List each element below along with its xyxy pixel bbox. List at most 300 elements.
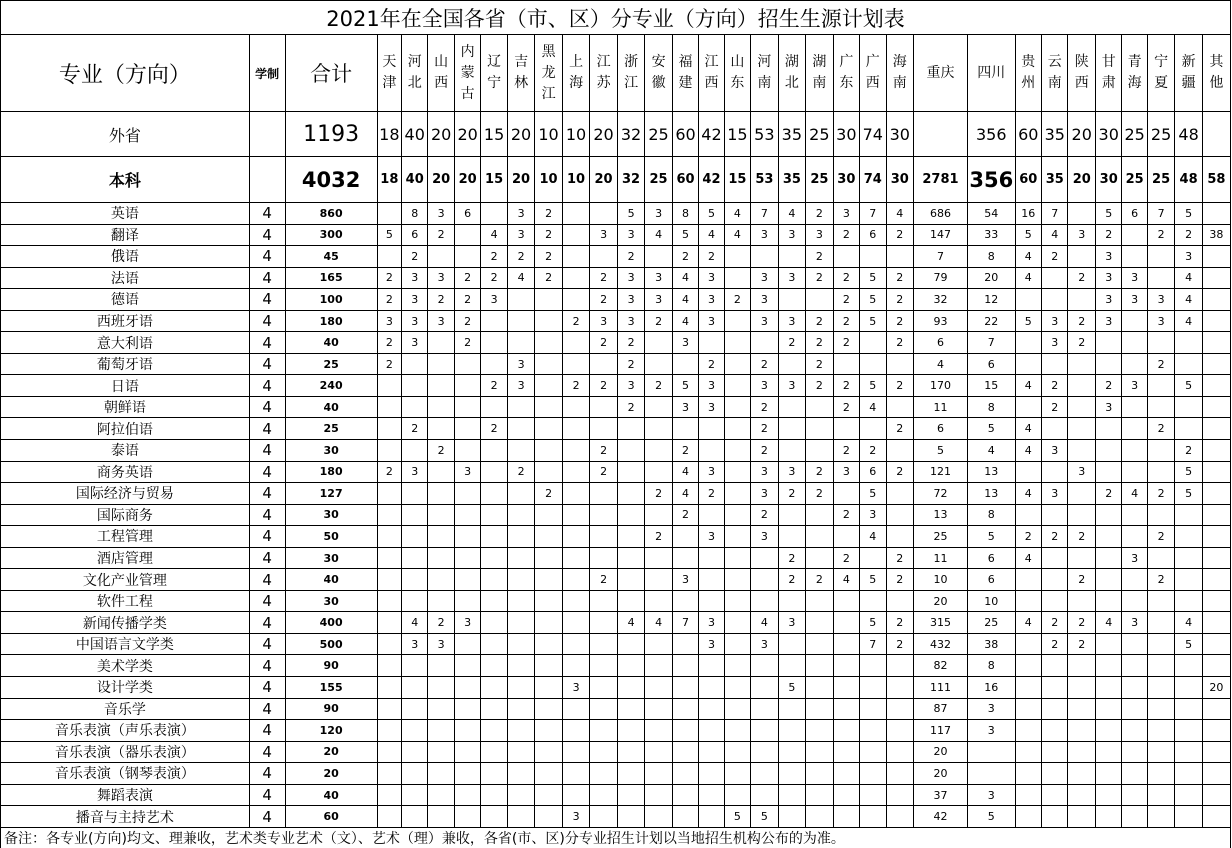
province-count-cell: 2 — [1068, 612, 1096, 634]
province-count-cell — [562, 267, 590, 289]
province-count-cell: 4 — [860, 526, 886, 548]
province-count-cell — [699, 763, 724, 785]
province-count-cell: 2 — [806, 267, 834, 289]
province-count-cell — [1122, 504, 1147, 526]
province-count-cell — [1068, 784, 1096, 806]
province-count-cell — [806, 741, 834, 763]
major-name: 中国语言文学类 — [1, 633, 250, 655]
table-row — [1, 461, 1231, 483]
province-count-cell — [1122, 590, 1147, 612]
province-count-cell: 3 — [1042, 310, 1068, 332]
province-count-cell — [377, 590, 401, 612]
province-count-cell — [645, 763, 673, 785]
province-count-cell — [1042, 590, 1068, 612]
major-years: 4 — [249, 526, 285, 548]
header-province: 其他 — [1202, 35, 1230, 112]
province-count-cell — [1042, 806, 1068, 828]
province-count-cell: 4 — [617, 612, 645, 634]
province-count-cell — [617, 633, 645, 655]
province-count-cell — [833, 677, 859, 699]
province-count-cell — [454, 569, 480, 591]
province-count-cell — [454, 353, 480, 375]
province-count-cell: 4 — [1175, 267, 1203, 289]
table-row — [1, 353, 1231, 375]
province-count-cell: 2 — [454, 289, 480, 311]
summary-total: 1193 — [285, 112, 377, 157]
summary-cell: 48 — [1175, 157, 1203, 203]
province-count-cell — [1147, 547, 1175, 569]
province-count-cell — [1202, 440, 1230, 462]
province-count-cell — [1147, 461, 1175, 483]
province-count-cell: 13 — [967, 483, 1015, 505]
table-row — [1, 612, 1231, 634]
province-count-cell — [1202, 289, 1230, 311]
province-count-cell: 2 — [833, 224, 859, 246]
province-count-cell — [590, 741, 618, 763]
province-count-cell — [886, 741, 914, 763]
province-count-cell — [562, 633, 590, 655]
province-count-cell — [1042, 784, 1068, 806]
province-count-cell — [833, 655, 859, 677]
province-count-cell — [1202, 203, 1230, 225]
province-count-cell: 87 — [914, 698, 968, 720]
province-count-cell — [402, 784, 428, 806]
province-count-cell — [778, 440, 806, 462]
province-count-cell — [833, 633, 859, 655]
province-count-cell: 4 — [1015, 267, 1041, 289]
province-count-cell — [1202, 720, 1230, 742]
province-count-cell — [428, 698, 454, 720]
province-count-cell — [886, 698, 914, 720]
province-count-cell — [617, 418, 645, 440]
province-count-cell: 5 — [672, 375, 698, 397]
province-count-cell: 4 — [672, 267, 698, 289]
major-total: 25 — [285, 353, 377, 375]
header-province: 辽宁 — [481, 35, 507, 112]
summary-cell: 30 — [1095, 157, 1121, 203]
province-count-cell — [562, 289, 590, 311]
province-count-cell: 147 — [914, 224, 968, 246]
province-count-cell: 22 — [967, 310, 1015, 332]
province-count-cell — [1068, 806, 1096, 828]
province-count-cell: 7 — [860, 203, 886, 225]
header-province: 湖北 — [778, 35, 806, 112]
province-count-cell: 12 — [967, 289, 1015, 311]
province-count-cell — [617, 784, 645, 806]
province-count-cell — [886, 504, 914, 526]
province-count-cell: 4 — [645, 224, 673, 246]
major-years: 4 — [249, 547, 285, 569]
province-count-cell — [535, 526, 563, 548]
major-total: 165 — [285, 267, 377, 289]
province-count-cell: 2 — [535, 224, 563, 246]
province-count-cell — [1202, 375, 1230, 397]
province-count-cell — [833, 483, 859, 505]
province-count-cell — [645, 461, 673, 483]
province-count-cell — [860, 806, 886, 828]
province-count-cell — [562, 741, 590, 763]
province-count-cell — [1122, 396, 1147, 418]
province-count-cell: 2 — [1175, 224, 1203, 246]
province-count-cell — [751, 246, 779, 268]
province-count-cell — [402, 569, 428, 591]
major-years: 4 — [249, 310, 285, 332]
header-years: 学制 — [249, 35, 285, 112]
province-count-cell: 3 — [806, 224, 834, 246]
major-total: 180 — [285, 461, 377, 483]
province-count-cell — [507, 310, 535, 332]
province-count-cell — [1122, 677, 1147, 699]
province-count-cell — [535, 590, 563, 612]
summary-cell: 20 — [1068, 112, 1096, 157]
province-count-cell — [860, 418, 886, 440]
province-count-cell: 3 — [402, 289, 428, 311]
province-count-cell — [1095, 461, 1121, 483]
province-count-cell: 37 — [914, 784, 968, 806]
province-count-cell — [724, 677, 750, 699]
province-count-cell: 5 — [967, 806, 1015, 828]
province-count-cell — [724, 310, 750, 332]
province-count-cell: 2 — [833, 547, 859, 569]
province-count-cell — [699, 440, 724, 462]
province-count-cell — [535, 461, 563, 483]
province-count-cell: 3 — [507, 224, 535, 246]
province-count-cell — [1147, 332, 1175, 354]
province-count-cell — [402, 655, 428, 677]
province-count-cell — [402, 698, 428, 720]
province-count-cell — [645, 547, 673, 569]
province-count-cell: 3 — [751, 461, 779, 483]
province-count-cell — [699, 569, 724, 591]
province-count-cell — [833, 418, 859, 440]
province-count-cell — [672, 547, 698, 569]
province-count-cell — [377, 246, 401, 268]
province-count-cell: 2 — [428, 289, 454, 311]
province-count-cell: 2 — [886, 375, 914, 397]
summary-cell: 35 — [778, 112, 806, 157]
major-name: 意大利语 — [1, 332, 250, 354]
table-row — [1, 504, 1231, 526]
province-count-cell — [778, 784, 806, 806]
province-count-cell — [428, 353, 454, 375]
province-count-cell — [428, 526, 454, 548]
province-count-cell: 2 — [428, 440, 454, 462]
province-count-cell: 4 — [481, 224, 507, 246]
province-count-cell — [1068, 375, 1096, 397]
province-count-cell — [481, 547, 507, 569]
province-count-cell — [562, 396, 590, 418]
province-count-cell — [1122, 741, 1147, 763]
table-row — [1, 720, 1231, 742]
province-count-cell — [1095, 806, 1121, 828]
province-count-cell: 3 — [507, 375, 535, 397]
province-count-cell — [1015, 763, 1041, 785]
province-count-cell — [481, 461, 507, 483]
province-count-cell — [1015, 461, 1041, 483]
province-count-cell: 3 — [967, 720, 1015, 742]
province-count-cell: 3 — [778, 461, 806, 483]
province-count-cell: 33 — [967, 224, 1015, 246]
major-name: 舞蹈表演 — [1, 784, 250, 806]
province-count-cell — [507, 504, 535, 526]
province-count-cell — [481, 763, 507, 785]
province-count-cell — [507, 655, 535, 677]
summary-cell: 18 — [377, 112, 401, 157]
table-row — [1, 289, 1231, 311]
province-count-cell: 2 — [778, 569, 806, 591]
province-count-cell — [1042, 504, 1068, 526]
province-count-cell — [1068, 720, 1096, 742]
province-count-cell: 2 — [751, 504, 779, 526]
province-count-cell — [590, 418, 618, 440]
province-count-cell: 2 — [454, 310, 480, 332]
province-count-cell — [1068, 677, 1096, 699]
province-count-cell: 6 — [914, 332, 968, 354]
province-count-cell — [562, 418, 590, 440]
province-count-cell — [724, 396, 750, 418]
table-row — [1, 806, 1231, 828]
province-count-cell: 2 — [1095, 483, 1121, 505]
province-count-cell — [617, 461, 645, 483]
province-count-cell — [481, 698, 507, 720]
table-row — [1, 267, 1231, 289]
province-count-cell: 686 — [914, 203, 968, 225]
province-count-cell — [590, 763, 618, 785]
province-count-cell: 54 — [967, 203, 1015, 225]
province-count-cell — [1147, 396, 1175, 418]
province-count-cell: 7 — [1042, 203, 1068, 225]
province-count-cell — [1202, 267, 1230, 289]
summary-cell: 15 — [481, 112, 507, 157]
province-count-cell — [617, 547, 645, 569]
major-total: 30 — [285, 504, 377, 526]
province-count-cell: 4 — [886, 203, 914, 225]
province-count-cell — [1015, 396, 1041, 418]
province-count-cell — [1147, 246, 1175, 268]
province-count-cell: 20 — [1202, 677, 1230, 699]
province-count-cell: 3 — [778, 224, 806, 246]
province-count-cell — [535, 375, 563, 397]
province-count-cell: 2 — [778, 483, 806, 505]
province-count-cell: 3 — [751, 483, 779, 505]
province-count-cell — [778, 289, 806, 311]
province-count-cell: 3 — [428, 267, 454, 289]
province-count-cell: 2 — [886, 569, 914, 591]
province-count-cell — [1042, 720, 1068, 742]
province-count-cell — [778, 698, 806, 720]
province-count-cell: 5 — [1175, 483, 1203, 505]
province-count-cell — [1095, 504, 1121, 526]
province-count-cell — [590, 396, 618, 418]
province-count-cell — [833, 353, 859, 375]
province-count-cell — [377, 526, 401, 548]
header-major: 专业（方向） — [1, 35, 250, 112]
province-count-cell — [377, 720, 401, 742]
province-count-cell — [1147, 720, 1175, 742]
major-years: 4 — [249, 396, 285, 418]
province-count-cell: 2 — [724, 289, 750, 311]
province-count-cell — [377, 375, 401, 397]
province-count-cell — [1122, 763, 1147, 785]
province-count-cell — [1015, 784, 1041, 806]
province-count-cell: 2 — [454, 332, 480, 354]
province-count-cell: 2 — [833, 375, 859, 397]
province-count-cell: 3 — [967, 784, 1015, 806]
province-count-cell: 2 — [751, 353, 779, 375]
province-count-cell: 5 — [751, 806, 779, 828]
summary-cell: 60 — [1015, 112, 1041, 157]
province-count-cell — [751, 590, 779, 612]
province-count-cell — [535, 655, 563, 677]
table-row — [1, 547, 1231, 569]
province-count-cell: 5 — [724, 806, 750, 828]
province-count-cell — [699, 504, 724, 526]
province-count-cell: 8 — [967, 655, 1015, 677]
note-row — [1, 827, 1231, 848]
province-count-cell: 4 — [1015, 246, 1041, 268]
province-count-cell — [507, 698, 535, 720]
province-count-cell — [562, 353, 590, 375]
province-count-cell: 15 — [967, 375, 1015, 397]
province-count-cell — [562, 720, 590, 742]
province-count-cell: 3 — [1122, 375, 1147, 397]
province-count-cell: 2 — [672, 440, 698, 462]
province-count-cell: 2 — [1147, 353, 1175, 375]
province-count-cell: 2 — [1068, 526, 1096, 548]
province-count-cell — [778, 353, 806, 375]
province-count-cell — [535, 310, 563, 332]
province-count-cell — [1175, 547, 1203, 569]
province-count-cell — [1122, 655, 1147, 677]
province-count-cell: 2 — [1147, 569, 1175, 591]
province-count-cell — [377, 569, 401, 591]
province-count-cell: 2 — [428, 224, 454, 246]
province-count-cell — [672, 677, 698, 699]
province-count-cell: 2 — [377, 289, 401, 311]
province-count-cell — [377, 483, 401, 505]
province-count-cell — [1042, 353, 1068, 375]
header-province: 广东 — [833, 35, 859, 112]
province-count-cell — [562, 224, 590, 246]
header-province: 新疆 — [1175, 35, 1203, 112]
province-count-cell: 2 — [535, 483, 563, 505]
province-count-cell: 3 — [699, 375, 724, 397]
province-count-cell — [507, 289, 535, 311]
province-count-cell — [428, 504, 454, 526]
header-province: 内蒙古 — [454, 35, 480, 112]
province-count-cell: 3 — [1147, 310, 1175, 332]
province-count-cell: 5 — [914, 440, 968, 462]
province-count-cell: 8 — [967, 504, 1015, 526]
province-count-cell — [1068, 763, 1096, 785]
major-total: 40 — [285, 784, 377, 806]
province-count-cell — [535, 763, 563, 785]
province-count-cell: 3 — [778, 612, 806, 634]
province-count-cell: 4 — [507, 267, 535, 289]
province-count-cell — [535, 504, 563, 526]
summary-cell: 25 — [645, 157, 673, 203]
province-count-cell — [377, 655, 401, 677]
major-years: 4 — [249, 806, 285, 828]
province-count-cell: 3 — [699, 612, 724, 634]
province-count-cell: 3 — [1068, 224, 1096, 246]
province-count-cell — [481, 440, 507, 462]
major-total: 127 — [285, 483, 377, 505]
province-count-cell: 3 — [377, 310, 401, 332]
province-count-cell — [507, 806, 535, 828]
province-count-cell — [833, 763, 859, 785]
province-count-cell — [751, 763, 779, 785]
province-count-cell — [886, 483, 914, 505]
province-count-cell — [806, 590, 834, 612]
header-province: 广西 — [860, 35, 886, 112]
province-count-cell — [454, 763, 480, 785]
province-count-cell: 3 — [860, 504, 886, 526]
summary-cell: 60 — [672, 112, 698, 157]
province-count-cell: 111 — [914, 677, 968, 699]
province-count-cell — [617, 741, 645, 763]
header-province: 河南 — [751, 35, 779, 112]
province-count-cell: 3 — [617, 267, 645, 289]
province-count-cell: 2 — [806, 483, 834, 505]
province-count-cell — [1175, 504, 1203, 526]
province-count-cell: 4 — [672, 461, 698, 483]
major-name: 新闻传播学类 — [1, 612, 250, 634]
major-total: 40 — [285, 569, 377, 591]
province-count-cell — [833, 806, 859, 828]
province-count-cell: 16 — [967, 677, 1015, 699]
summary-cell: 32 — [617, 157, 645, 203]
province-count-cell — [481, 612, 507, 634]
table-row — [1, 784, 1231, 806]
province-count-cell — [481, 310, 507, 332]
table-row — [1, 396, 1231, 418]
province-count-cell — [1122, 246, 1147, 268]
province-count-cell — [1042, 677, 1068, 699]
province-count-cell — [699, 547, 724, 569]
province-count-cell: 2 — [1042, 612, 1068, 634]
table-row — [1, 375, 1231, 397]
province-count-cell — [507, 440, 535, 462]
province-count-cell: 3 — [699, 526, 724, 548]
province-count-cell — [1068, 504, 1096, 526]
province-count-cell — [806, 720, 834, 742]
province-count-cell — [377, 440, 401, 462]
province-count-cell — [617, 763, 645, 785]
province-count-cell: 25 — [967, 612, 1015, 634]
summary-name: 本科 — [1, 157, 250, 203]
province-count-cell: 4 — [1095, 612, 1121, 634]
major-total: 100 — [285, 289, 377, 311]
summary-cell: 30 — [833, 112, 859, 157]
header-province: 重庆 — [914, 35, 968, 112]
province-count-cell: 2 — [481, 246, 507, 268]
province-count-cell: 20 — [967, 267, 1015, 289]
province-count-cell — [1015, 569, 1041, 591]
province-count-cell — [860, 246, 886, 268]
province-count-cell — [778, 633, 806, 655]
province-count-cell — [699, 677, 724, 699]
province-count-cell — [860, 784, 886, 806]
major-years: 4 — [249, 267, 285, 289]
province-count-cell: 2 — [645, 526, 673, 548]
province-count-cell: 2 — [833, 289, 859, 311]
province-count-cell — [481, 741, 507, 763]
province-count-cell: 3 — [833, 461, 859, 483]
province-count-cell — [1042, 418, 1068, 440]
province-count-cell — [1202, 633, 1230, 655]
province-count-cell: 6 — [914, 418, 968, 440]
